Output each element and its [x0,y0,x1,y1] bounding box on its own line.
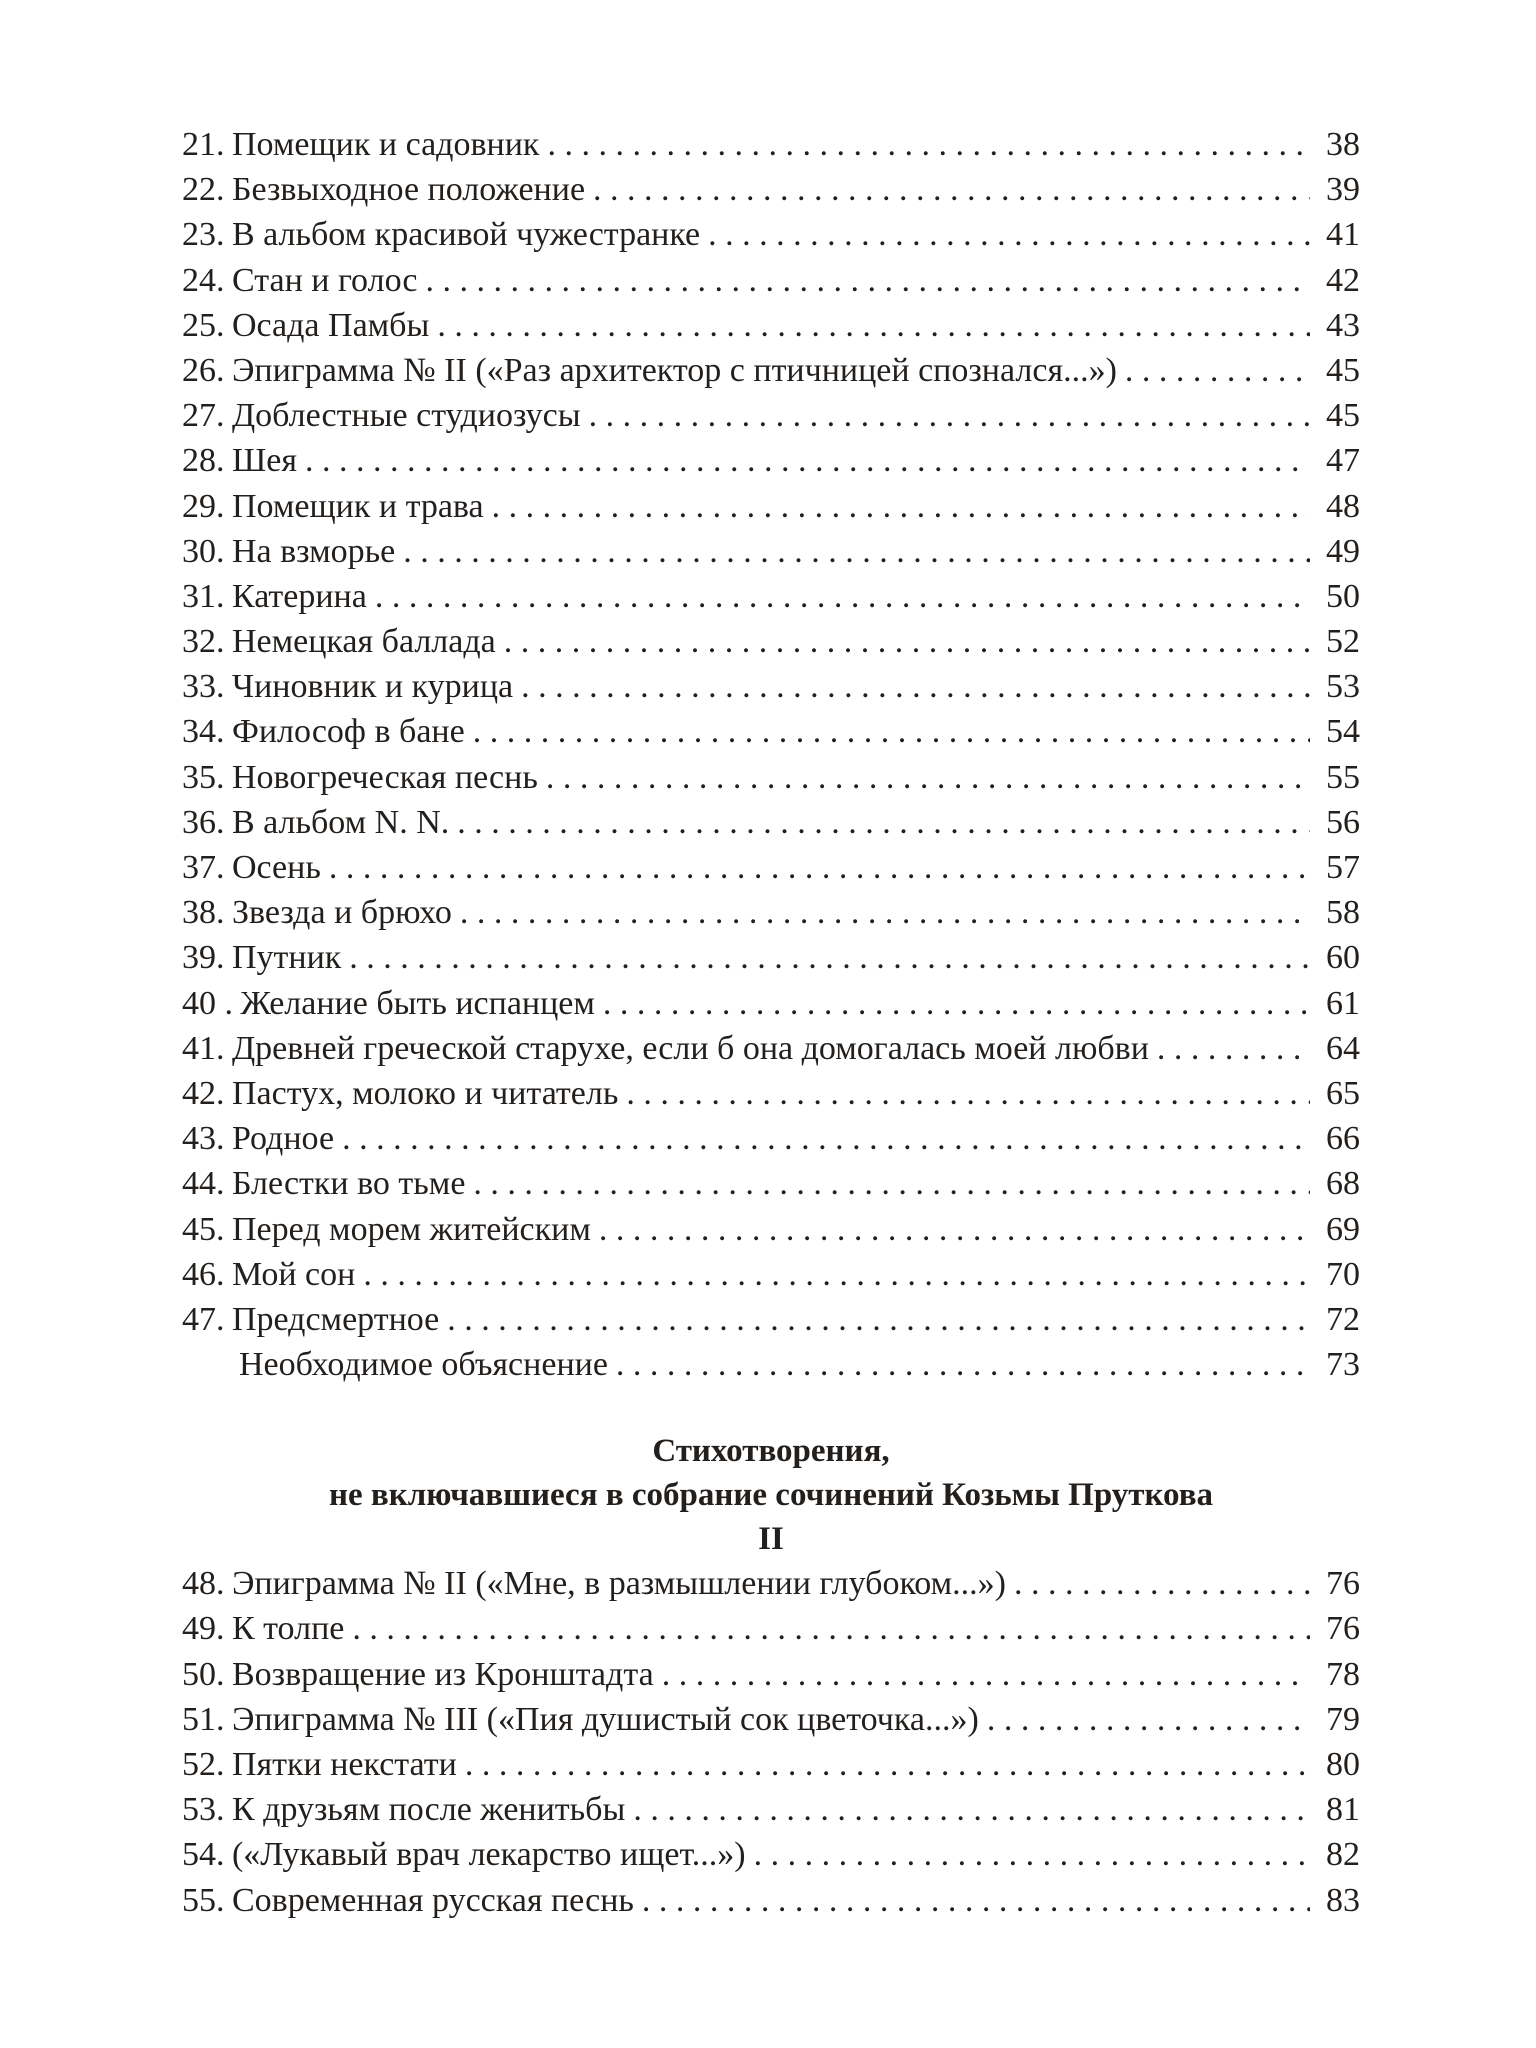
toc-entry-title: Помещик и садовник [231,126,540,163]
toc-entry-number: 46. [182,1255,225,1293]
toc-entry-number: 29. [182,487,225,525]
toc-entry-number: 33. [182,668,225,706]
toc-entry-page: 38 [1326,126,1360,163]
toc-entry-title: Эпиграмма № III («Пия душистый сок цветочка...») [231,1700,979,1738]
toc-entry-page: 79 [1326,1700,1360,1738]
toc-entry [182,1652,1360,1697]
toc-leader-dots [547,122,1310,167]
toc-entry-page: 48 [1326,487,1360,525]
toc-entry-page: 45 [1326,397,1360,435]
toc-entry-number: 42. [182,1074,225,1112]
toc-entry [182,845,1360,890]
toc-entry [182,1026,1360,1071]
toc-entry-title: Философ в бане [231,713,465,751]
toc-entry [182,709,1360,754]
toc-entry-number: 28. [182,442,225,480]
toc-entry [182,890,1360,935]
toc-entry-number: 23. [182,216,225,254]
toc-entry-title: Блестки во тьме [231,1165,466,1203]
toc-leader-dots [987,1697,1310,1742]
toc-entry-number: 24. [182,261,225,299]
toc-entry-number: 40 . [182,984,233,1022]
toc-entry-number: 43. [182,1120,225,1158]
toc-entry-title: К толпе [231,1610,345,1648]
toc-entry-page: 47 [1326,442,1360,480]
toc-leader-dots [349,935,1310,980]
toc-entry [182,1116,1360,1161]
toc-entry-page: 43 [1326,306,1360,344]
toc-entry-number: 35. [182,758,225,796]
toc-entry [182,438,1360,483]
toc-entry [182,1252,1360,1297]
toc-entry-page: 60 [1326,939,1360,977]
toc-entry-title: Пятки некстати [231,1746,457,1783]
toc-entry-page: 50 [1326,577,1360,615]
toc-entry-title: Мой сон [231,1255,356,1293]
toc-entry [182,1297,1360,1342]
toc-leader-dots [754,1832,1310,1877]
toc-entry-page: 66 [1326,1120,1360,1158]
toc-entry [182,1697,1360,1742]
toc-entry [182,1606,1360,1651]
toc-entry-page: 76 [1326,1565,1360,1603]
toc-entry-page: 55 [1326,758,1360,796]
toc-entry-title: К друзьям после женитьбы [231,1791,626,1829]
toc-entry [182,981,1360,1026]
toc-entry-number: 52. [182,1746,225,1783]
toc-leader-dots [473,709,1310,754]
toc-entry [182,619,1360,664]
toc-entry-number: 30. [182,532,225,570]
toc-leader-dots [521,664,1310,709]
toc-leader-dots [457,800,1310,845]
toc-entry-title: Древней греческой старухе, если б она домогалась моей любви [231,1029,1149,1067]
toc-leader-dots [342,1116,1310,1161]
toc-entry-number: 54. [182,1836,225,1874]
toc-entry-number: 25. [182,306,225,344]
toc-entry-title: В альбом красивой чужестранке [231,216,701,254]
toc-leader-dots [305,438,1310,483]
toc-leader-dots [352,1606,1310,1651]
toc-entry-title: Осада Памбы [231,306,430,344]
toc-entry-number: 39. [182,939,225,977]
toc-entry-page: 81 [1326,1791,1360,1829]
toc-entry [182,212,1360,257]
toc-entry-title: Осень [231,849,321,886]
toc-leader-dots [642,1878,1310,1923]
toc-entry-page: 69 [1326,1210,1360,1248]
toc-entry-title: Эпиграмма № II («Мне, в размышлении глубоком...») [231,1565,1006,1603]
toc-entry-number: 22. [182,171,225,209]
toc-entry-page: 76 [1326,1610,1360,1648]
toc-entry-number: 31. [182,577,225,615]
section-heading [182,1429,1360,1561]
toc-entry-title: Доблестные студиозусы [231,397,581,435]
toc-entry-title: Возвращение из Кронштадта [231,1655,654,1693]
toc-entry-page: 45 [1326,351,1360,389]
toc-entry-number: 37. [182,849,225,886]
toc-entry-page: 72 [1326,1300,1360,1338]
toc-entry-page: 80 [1326,1746,1360,1783]
toc-list-part2 [182,1561,1360,1923]
toc-page [182,122,1360,1923]
toc-leader-dots [437,303,1310,348]
toc-list-part1 [182,122,1360,1387]
toc-entry-page: 52 [1326,623,1360,661]
toc-leader-dots [1157,1026,1310,1071]
toc-entry [182,1071,1360,1116]
toc-leader-dots [473,1161,1310,1206]
toc-entry-title: Чиновник и курица [231,668,514,706]
toc-entry-title: Стан и голос [231,261,418,299]
toc-entry-page: 78 [1326,1655,1360,1693]
toc-entry [182,484,1360,529]
toc-entry-page: 49 [1326,532,1360,570]
toc-entry-number: 55. [182,1881,225,1919]
toc-leader-dots [662,1652,1310,1697]
toc-entry-number: 34. [182,713,225,751]
toc-entry-title: Современная русская песнь [231,1881,634,1919]
toc-leader-dots [460,890,1310,935]
toc-leader-dots [546,755,1310,800]
toc-entry-number: 44. [182,1165,225,1203]
toc-entry [182,800,1360,845]
toc-entry [182,1561,1360,1606]
toc-entry-page: 68 [1326,1165,1360,1203]
toc-leader-dots [708,212,1310,257]
toc-entry [182,755,1360,800]
toc-entry-title: Родное [231,1120,335,1158]
toc-entry-number: 49. [182,1610,225,1648]
toc-leader-dots [363,1252,1310,1297]
toc-entry-title: В альбом N. N. [231,803,450,841]
toc-entry-number: 38. [182,894,225,932]
toc-entry-title: Немецкая баллада [231,623,496,661]
toc-leader-dots [589,393,1310,438]
toc-entry-page: 58 [1326,894,1360,932]
toc-entry [182,529,1360,574]
toc-entry [182,258,1360,303]
toc-entry [182,1207,1360,1252]
toc-entry [182,1342,1360,1387]
toc-entry-title: Желание быть испанцем [240,984,595,1022]
toc-entry-title: Предсмертное [231,1300,440,1338]
toc-entry-title: Необходимое объяснение [239,1346,608,1384]
toc-entry-page: 42 [1326,261,1360,299]
toc-entry-page: 73 [1326,1346,1360,1384]
toc-entry-page: 83 [1326,1881,1360,1919]
toc-entry-title: Перед морем житейским [231,1210,591,1248]
toc-entry-title: Помещик и трава [231,487,484,525]
toc-entry-number: 26. [182,351,225,389]
toc-entry [182,1878,1360,1923]
toc-entry [182,1787,1360,1832]
toc-leader-dots [1125,348,1310,393]
toc-entry-number: 45. [182,1210,225,1248]
toc-entry [182,348,1360,393]
toc-leader-dots [403,529,1310,574]
toc-entry-title: («Лукавый врач лекарство ищет...») [231,1836,746,1874]
toc-entry-number: 41. [182,1029,225,1067]
toc-entry [182,303,1360,348]
toc-entry-title: Эпиграмма № II («Раз архитектор с птичницей спознался...») [231,351,1117,389]
toc-entry-page: 39 [1326,171,1360,209]
toc-leader-dots [603,981,1310,1026]
toc-entry [182,122,1360,167]
toc-entry-title: Безвыходное положение [231,171,586,209]
toc-leader-dots [1014,1561,1310,1606]
toc-entry-title: Новогреческая песнь [231,758,538,796]
toc-entry-number: 21. [182,126,225,163]
toc-entry-page: 57 [1326,849,1360,886]
toc-entry-number: 51. [182,1700,225,1738]
toc-entry-page: 41 [1326,216,1360,254]
toc-entry-number: 47. [182,1300,225,1338]
toc-entry-number: 32. [182,623,225,661]
toc-leader-dots [447,1297,1310,1342]
toc-entry-number: 53. [182,1791,225,1829]
toc-entry [182,1832,1360,1877]
toc-entry-title: На взморье [231,532,396,570]
toc-entry [182,167,1360,212]
toc-leader-dots [492,484,1310,529]
toc-entry [182,1161,1360,1206]
toc-leader-dots [375,574,1310,619]
toc-entry [182,393,1360,438]
toc-entry-number: 48. [182,1565,225,1603]
toc-entry-page: 65 [1326,1074,1360,1112]
toc-entry-title: Катерина [231,577,367,615]
section-heading-line1: Стихотворения, [652,1433,890,1470]
toc-leader-dots [593,167,1310,212]
toc-leader-dots [616,1342,1310,1387]
toc-leader-dots [599,1207,1310,1252]
toc-entry-title: Шея [231,442,297,480]
toc-leader-dots [504,619,1310,664]
toc-entry-page: 61 [1326,984,1360,1022]
toc-entry-number: 50. [182,1655,225,1693]
toc-leader-dots [426,258,1310,303]
toc-entry [182,935,1360,980]
toc-entry-title: Звезда и брюхо [231,894,452,932]
toc-entry-page: 54 [1326,713,1360,751]
toc-leader-dots [626,1071,1310,1116]
toc-entry [182,574,1360,619]
toc-entry-title: Пастух, молоко и читатель [231,1074,619,1112]
toc-entry-number: 36. [182,803,225,841]
toc-leader-dots [633,1787,1310,1832]
toc-entry-number: 27. [182,397,225,435]
toc-entry [182,664,1360,709]
toc-entry-page: 53 [1326,668,1360,706]
toc-entry-title: Путник [231,939,342,977]
section-heading-line3: II [758,1521,784,1558]
toc-entry-page: 82 [1326,1836,1360,1874]
toc-entry-page: 64 [1326,1029,1360,1067]
toc-leader-dots [329,845,1310,890]
section-heading-line2: не включавшиеся в собрание сочинений Козьмы Пруткова [328,1477,1214,1514]
toc-entry-page: 70 [1326,1255,1360,1293]
toc-entry [182,1742,1360,1787]
toc-leader-dots [465,1742,1310,1787]
toc-entry-page: 56 [1326,803,1360,841]
